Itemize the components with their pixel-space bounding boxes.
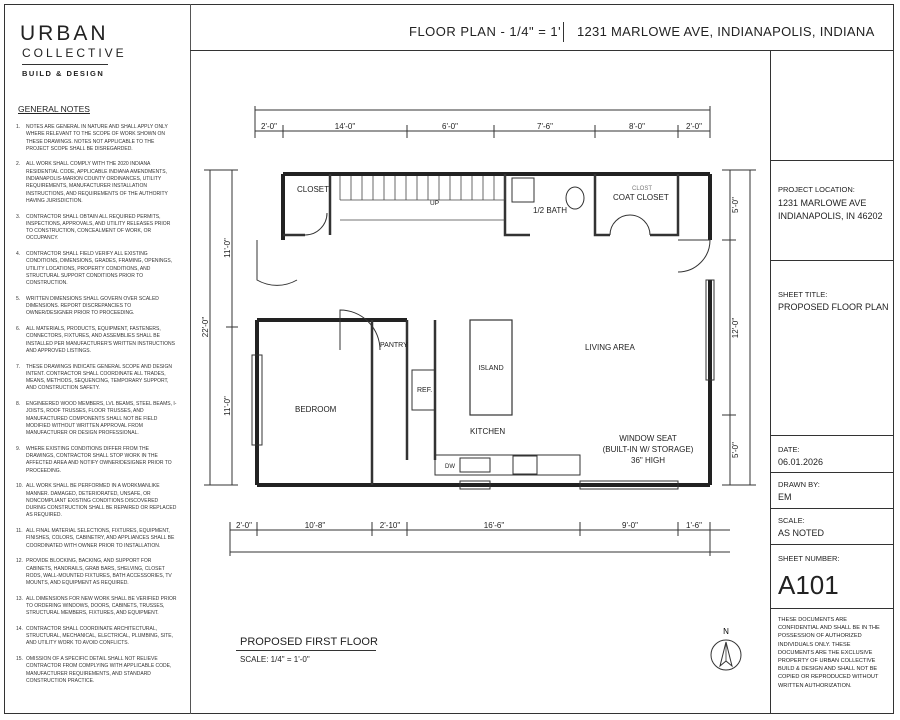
general-note-item bbox=[16, 626, 178, 648]
room-label-clost: CLOST bbox=[632, 186, 653, 192]
project-location-line1: 1231 MARLOWE AVE bbox=[778, 198, 867, 208]
general-note-item bbox=[16, 161, 178, 205]
window-seat-height: 36" HIGH bbox=[631, 456, 665, 465]
general-note-text: ALL WORK SHALL BE PERFORMED IN A WORKMANLIKE MANNER. DAMAGED, DETERIORATED, UNSAFE, OR NONCOMPLIANT EXISTING CONDITIONS DISCOVERED DURING CONSTRUCTION SHALL BE REPAIRED OR REPLACED AS REQUIRED. bbox=[26, 483, 177, 519]
drawn-by-value: EM bbox=[778, 492, 792, 502]
dimension-label: 5'-0" bbox=[731, 197, 740, 213]
general-note-number: 1. bbox=[16, 124, 21, 130]
tb-rule bbox=[770, 608, 894, 609]
general-note-number: 2. bbox=[16, 161, 21, 168]
general-note-text: WRITTEN DIMENSIONS SHALL GOVERN OVER SCALED DIMENSIONS. REPORT DISCREPANCIES TO OWNER/DESIGNER PRIOR TO PROCEEDING. bbox=[26, 295, 159, 317]
disclaimer-text: THESE DOCUMENTS ARE CONFIDENTIAL AND SHALL BE IN THE POSSESSION OF AUTHORIZED INDIVIDUALS ONLY. THESE DOCUMENTS ARE THE EXCLUSIVE PROPERTY OF URBAN COLLECTIVE BUILD & DESIGN AND SHALL NOT BE COPIED OR REPRODUCED WITHOUT WRITTEN AUTHORIZATION. bbox=[778, 617, 880, 689]
room-label-coat-closet: COAT CLOSET bbox=[613, 193, 669, 202]
dimension-label: 12'-0" bbox=[731, 317, 740, 339]
general-note-text: NOTES ARE GENERAL IN NATURE AND SHALL APPLY ONLY WHERE RELEVANT TO THE SCOPE OF WORK SHOWN ON THESE DRAWINGS. NOTES NOT APPLICABLE TO THE PROJECT SCOPE SHALL BE DISREGARDED. bbox=[26, 124, 168, 152]
dishwasher-label: DW bbox=[445, 464, 455, 470]
logo-urban: URBAN bbox=[20, 22, 109, 45]
general-note-text: ALL DIMENSIONS FOR NEW WORK SHALL BE VERIFIED PRIOR TO ORDERING WINDOWS, DOORS, CABINETS, TRUSSES, STRUCTURAL MEMBERS, FIXTURES, AND EQUIPMENT. bbox=[26, 595, 177, 617]
general-notes-list bbox=[16, 124, 178, 694]
wall-coat-closet bbox=[650, 174, 678, 235]
kitchen-sink bbox=[460, 458, 490, 472]
general-note-number: 9. bbox=[16, 445, 21, 452]
general-note-number: 15. bbox=[16, 656, 23, 663]
sheet-title-label: SHEET TITLE: bbox=[778, 290, 828, 299]
dimension-label: 1'-6" bbox=[686, 521, 702, 530]
general-note-text: ALL WORK SHALL COMPLY WITH THE 2020 INDIANA RESIDENTIAL CODE, APPLICABLE INDIANA AMENDMENTS, INDIANAPOLIS-MARION COUNTY ORDINANCES, UTILITY REQUIREMENTS, MANUFACTURER INSTALLATION INSTRUCTIONS, AND REQUIREMENTS OF THE AUTHORITY HAVING JURISDICTION. bbox=[26, 161, 168, 204]
general-note-number: 13. bbox=[16, 595, 23, 602]
general-note-number: 4. bbox=[16, 251, 21, 258]
general-note-number: 7. bbox=[16, 363, 21, 370]
general-note-number: 5. bbox=[16, 295, 21, 302]
tb-rule bbox=[770, 544, 894, 545]
dimension-label: 2'-0" bbox=[236, 521, 252, 530]
drawn-by-label: DRAWN BY: bbox=[778, 480, 820, 489]
general-note-item bbox=[16, 401, 178, 437]
sheet-number-label: SHEET NUMBER: bbox=[778, 554, 840, 563]
general-note-item bbox=[16, 214, 178, 243]
general-note-text: PROVIDE BLOCKING, BACKING, AND SUPPORT FOR CABINETS, HANDRAILS, GRAB BARS, SHELVING, CLOSET RODS, WALL-MOUNTED FIXTURES, BATH ACCESSORIES, TV MOUNTS, AND EQUIPMENT AS REQUIRED. bbox=[26, 558, 172, 587]
date-label: DATE: bbox=[778, 445, 800, 454]
header-title: FLOOR PLAN - 1/4" = 1' bbox=[409, 24, 562, 39]
stair-up-label: UP bbox=[430, 200, 440, 207]
tb-rule bbox=[770, 435, 894, 436]
dimension-label: 10'-8" bbox=[304, 521, 326, 530]
plan-title: PROPOSED FIRST FLOOR bbox=[240, 636, 378, 648]
project-location-label: PROJECT LOCATION: bbox=[778, 185, 855, 194]
dimension-label: 9'-0" bbox=[622, 521, 638, 530]
project-location-line2: INDIANAPOLIS, IN 46202 bbox=[778, 211, 883, 221]
dimension-label: 6'-0" bbox=[442, 122, 458, 131]
room-label-island: ISLAND bbox=[478, 365, 504, 372]
logo-rule bbox=[22, 64, 108, 65]
tb-rule bbox=[770, 260, 894, 261]
dimension-label: 14'-0" bbox=[334, 122, 356, 131]
general-note-item bbox=[16, 296, 178, 318]
tb-rule bbox=[770, 160, 894, 161]
dimension-label: 8'-0" bbox=[629, 122, 645, 131]
general-note-text: ENGINEERED WOOD MEMBERS, LVL BEAMS, STEEL BEAMS, I-JOISTS, ROOF TRUSSES, FLOOR TRUSSES, AND MANUFACTURED COMPONENTS SHALL NOT BE FIELD MODIFIED WITHOUT WRITTEN APPROVAL FROM MANUFACTURER OR DESIGN PROFESSIONAL. bbox=[26, 400, 177, 437]
general-note-number: 12. bbox=[16, 558, 23, 565]
general-note-item bbox=[16, 446, 178, 475]
kitchen-counter bbox=[435, 455, 580, 475]
general-note-item bbox=[16, 364, 178, 393]
room-label-closet: CLOSET bbox=[297, 185, 330, 194]
toilet bbox=[566, 187, 584, 209]
general-note-item bbox=[16, 326, 178, 355]
tb-rule bbox=[770, 472, 894, 473]
scale-label: SCALE: bbox=[778, 516, 805, 525]
general-note-item bbox=[16, 528, 178, 550]
dimension-label: 22'-0" bbox=[201, 316, 210, 338]
dimension-label: 2'-10" bbox=[379, 521, 401, 530]
general-note-number: 6. bbox=[16, 326, 21, 333]
tb-rule bbox=[770, 508, 894, 509]
general-note-text: CONTRACTOR SHALL FIELD VERIFY ALL EXISTING CONDITIONS, DIMENSIONS, GRADES, FRAMING, OPENINGS, UTILITY LOCATIONS, PROPERTY CONDITIONS, AND STRUCTURAL SUPPORT CONDITIONS PRIOR TO CONSTRUCTION. bbox=[26, 251, 173, 287]
header-separator bbox=[563, 22, 564, 42]
door-swing-east bbox=[678, 240, 710, 272]
general-note-item bbox=[16, 251, 178, 287]
date-value: 06.01.2026 bbox=[778, 457, 824, 467]
window-seat-detail: (BUILT-IN W/ STORAGE) bbox=[602, 445, 694, 454]
plan-title-rule bbox=[236, 650, 376, 651]
general-note-item bbox=[16, 596, 178, 618]
general-note-number: 11. bbox=[16, 528, 23, 535]
general-note-number: 14. bbox=[16, 625, 23, 632]
door-swing-closet bbox=[305, 213, 327, 235]
dimension-label: 5'-0" bbox=[731, 442, 740, 458]
general-note-number: 10. bbox=[16, 483, 23, 490]
general-note-text: OMISSION OF A SPECIFIC DETAIL SHALL NOT RELIEVE CONTRACTOR FROM COMPLYING WITH APPLICABLE CODE, MANUFACTURER REQUIREMENTS, AND STANDARD CONSTRUCTION PRACTICE. bbox=[26, 656, 172, 684]
stairs bbox=[340, 176, 505, 220]
scale-value: AS NOTED bbox=[778, 528, 825, 538]
dimension-label: 2'-0" bbox=[686, 122, 702, 131]
north-arrow-icon bbox=[705, 628, 745, 678]
dimension-label: 7'-6" bbox=[537, 122, 553, 131]
door-swing-bedroom bbox=[340, 310, 380, 350]
logo-collective: COLLECTIVE bbox=[22, 46, 127, 60]
dimension-label: 16'-6" bbox=[483, 521, 505, 530]
window-seat-label: WINDOW SEAT bbox=[619, 434, 677, 443]
room-label-living-area: LIVING AREA bbox=[585, 343, 635, 352]
general-note-number: 8. bbox=[16, 400, 21, 407]
dimension-label: 11'-0" bbox=[223, 396, 232, 416]
title-block-panel bbox=[770, 50, 895, 714]
door-swing-coat-closet bbox=[610, 215, 630, 235]
room-label-bedroom: BEDROOM bbox=[295, 405, 337, 414]
general-note-text: ALL MATERIALS, PRODUCTS, EQUIPMENT, FASTENERS, CONNECTORS, FIXTURES, AND ASSEMBLIES SHALL BE INSTALLED PER MANUFACTURER'S WRITTEN INSTRUCTIONS AND APPROVED LISTINGS. bbox=[26, 326, 175, 354]
room-label-ref: REF. bbox=[417, 387, 433, 394]
wall-bath-east bbox=[595, 174, 610, 235]
general-note-item bbox=[16, 656, 178, 685]
wall-bath-west bbox=[505, 174, 530, 235]
dimension-label: 2'-0" bbox=[261, 122, 277, 131]
general-note-item bbox=[16, 124, 178, 153]
door-swing-west-upper bbox=[257, 240, 297, 285]
general-note-item bbox=[16, 558, 178, 587]
general-note-text: WHERE EXISTING CONDITIONS DIFFER FROM THE DRAWINGS, CONTRACTOR SHALL STOP WORK IN THE AFFECTED AREA AND NOTIFY OWNER/DESIGNER PRIOR TO PROCEEDING. bbox=[26, 445, 172, 474]
header-address: 1231 MARLOWE AVE, INDIANAPOLIS, INDIANA bbox=[577, 24, 875, 39]
general-note-text: THESE DRAWINGS INDICATE GENERAL SCOPE AND DESIGN INTENT. CONTRACTOR SHALL COORDINATE ALL TRADES, MEANS, METHODS, SEQUENCING, TEMPORARY SUPPORT, AND CONSTRUCTION SAFETY. bbox=[26, 363, 172, 392]
room-label-half-bath: 1/2 BATH bbox=[533, 206, 568, 215]
logo-build-design: BUILD & DESIGN bbox=[22, 69, 105, 78]
general-notes-title: GENERAL NOTES bbox=[18, 104, 90, 114]
north-label: N bbox=[723, 628, 729, 636]
general-note-text: CONTRACTOR SHALL OBTAIN ALL REQUIRED PERMITS, INSPECTIONS, APPROVALS, AND UTILITY RELEASES PRIOR TO CONSTRUCTION, CONCEALMENT OF WORK, OR OCCUPANCY. bbox=[26, 213, 171, 242]
general-note-number: 3. bbox=[16, 213, 21, 220]
plan-scale: SCALE: 1/4" = 1'-0" bbox=[240, 655, 310, 664]
dimension-label: 11'-0" bbox=[223, 238, 232, 258]
general-note-text: ALL FINAL MATERIAL SELECTIONS, FIXTURES, EQUIPMENT, FINISHES, COLORS, CABINETRY, AND APPLIANCES SHALL BE COORDINATED WITH OWNER PRIOR TO INSTALLATION. bbox=[26, 528, 175, 549]
room-label-kitchen: KITCHEN bbox=[470, 427, 506, 436]
floor-plan-drawing bbox=[190, 50, 765, 570]
sheet-number: A101 bbox=[778, 570, 839, 600]
bath-sink bbox=[512, 178, 534, 202]
room-label-pantry: PANTRY bbox=[380, 342, 408, 349]
general-note-item bbox=[16, 483, 178, 519]
general-note-text: CONTRACTOR SHALL COORDINATE ARCHITECTURAL, STRUCTURAL, MECHANICAL, ELECTRICAL, PLUMBING, SITE, AND UTILITY WORK TO AVOID CONFLICTS. bbox=[26, 625, 173, 647]
sheet-title: PROPOSED FLOOR PLAN bbox=[778, 302, 889, 312]
cooktop bbox=[513, 456, 537, 474]
